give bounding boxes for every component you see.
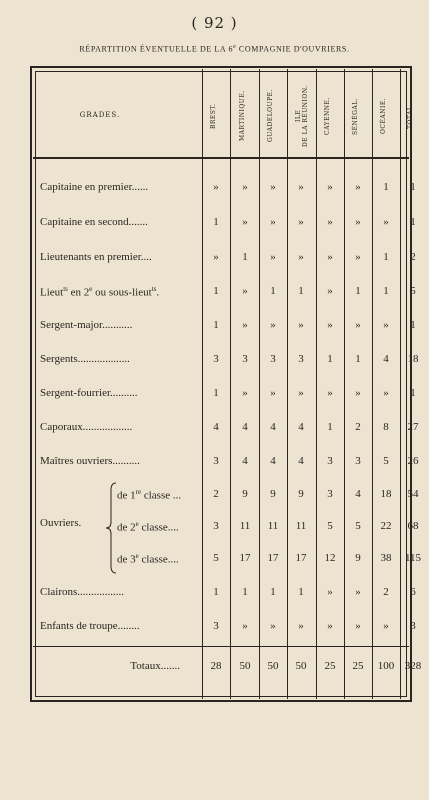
table-cell: » [242,387,248,399]
table-cell: » [270,251,276,263]
table-cell: 1 [383,251,389,263]
heading-main: RÉPARTITION ÉVENTUELLE DE LA 6 [79,44,234,54]
table-cell: 54 [407,488,419,500]
total-cell: 50 [295,660,307,672]
table-cell: 17 [295,552,307,564]
column-header: CAYENNE. [324,97,331,135]
table-cell: 1 [355,285,361,297]
table-cell: » [383,319,389,331]
table-cell: 3 [327,455,333,467]
table-cell: 1 [410,319,416,331]
table-cell: 4 [242,455,248,467]
row-label: de 1re classe ... [117,488,182,502]
table-cell: » [355,586,361,598]
row-label: Sergent-major........... [40,319,133,331]
table-cell: 11 [267,520,279,532]
column-header: ÎLE DE LA RÉUNION. [295,85,309,147]
table-cell: 3 [213,620,219,632]
total-cell: 28 [210,660,222,672]
table-cell: 4 [383,353,389,365]
column-header: MARTINIQUE. [239,90,246,142]
table-cell: » [242,319,248,331]
column-divider [400,69,401,699]
table-cell: 1 [383,181,389,193]
table-cell: 1 [213,387,219,399]
table-cell: 1 [298,285,304,297]
table-cell: » [270,181,276,193]
table-cell: 5 [327,520,333,532]
ouvriers-brace [105,482,117,574]
column-header: TOTAL. [407,103,414,129]
table-cell: 9 [270,488,276,500]
heading-superscript: e [233,44,237,50]
table-cell: 1 [410,181,416,193]
column-header: GUADELOUPE. [267,89,274,143]
table-cell: 4 [355,488,361,500]
table-cell: » [355,319,361,331]
table-cell: » [242,181,248,193]
table-inner-border [35,71,407,697]
table-cell: 1 [270,586,276,598]
row-label: Capitaine en premier...... [40,181,149,193]
column-header: OCÉANIE. [380,97,387,135]
table-cell: » [383,216,389,228]
table-cell: 1 [213,216,219,228]
table-cell: 2 [383,586,389,598]
table-cell: 2 [355,421,361,433]
table-cell: » [298,620,304,632]
row-label: Capitaine en second....... [40,216,148,228]
total-cell: 25 [352,660,364,672]
totals-label: Totaux....... [130,660,180,672]
table-cell: 9 [355,552,361,564]
row-label: Lieut$^{ts}$ en 2e ou sous-lieut$^{ts}$. [40,285,160,299]
grades-header: GRADES. [79,111,121,119]
table-cell: » [355,251,361,263]
table-cell: 1 [298,586,304,598]
table-cell: 2 [410,251,416,263]
table-cell: 38 [380,552,392,564]
table-cell: » [298,181,304,193]
table-cell: 1 [355,353,361,365]
table-cell: » [270,319,276,331]
table-cell: » [327,181,333,193]
column-divider [287,69,288,699]
row-label: Enfants de troupe........ [40,620,140,632]
table-cell: 11 [295,520,307,532]
table-cell: » [327,586,333,598]
table-cell: 68 [407,520,419,532]
table-cell: 1 [327,421,333,433]
table-cell: » [298,387,304,399]
table-frame [30,66,412,702]
table-cell: 6 [410,586,416,598]
page-heading [0,44,429,54]
table-cell: » [327,620,333,632]
table-cell: » [242,285,248,297]
table-cell: 5 [213,552,219,564]
table-cell: 1 [270,285,276,297]
table-cell: 3 [355,455,361,467]
table-cell: 2 [213,488,219,500]
table-cell: 5 [410,285,416,297]
table-cell: 9 [298,488,304,500]
ouvriers-label: Ouvriers. [40,517,82,529]
table-cell: 1 [410,216,416,228]
table-cell: 18 [380,488,392,500]
table-cell: 1 [410,387,416,399]
heading-rest: COMPAGNIE D'OUVRIERS. [236,44,350,54]
table-cell: » [327,319,333,331]
table-cell: 4 [298,455,304,467]
table-cell: 3 [213,353,219,365]
table-cell: 4 [270,421,276,433]
table-cell: » [270,387,276,399]
column-divider [230,69,231,699]
table-cell: 17 [239,552,251,564]
table-cell: 22 [380,520,392,532]
table-cell: 4 [298,421,304,433]
table-cell: 4 [213,421,219,433]
totals-divider [33,646,409,647]
row-label: Clairons................. [40,586,125,598]
table-cell: 5 [355,520,361,532]
column-header: SÉNÉGAL. [352,97,359,135]
table-cell: 1 [242,586,248,598]
table-cell: » [298,216,304,228]
table-cell: 9 [242,488,248,500]
table-cell: 5 [383,455,389,467]
table-cell: 3 [270,353,276,365]
row-label: Sergent-fourrier.......... [40,387,138,399]
table-cell: 26 [407,455,419,467]
table-cell: » [213,251,219,263]
row-label: de 3e classe.... [117,552,179,566]
table-cell: 11 [239,520,251,532]
table-cell: 3 [410,620,416,632]
table-cell: 1 [327,353,333,365]
table-cell: » [327,285,333,297]
table-cell: » [298,251,304,263]
column-divider [259,69,260,699]
table-cell: 1 [213,586,219,598]
table-cell: 115 [404,552,422,564]
table-cell: 1 [383,285,389,297]
table-cell: » [242,216,248,228]
table-cell: 12 [324,552,336,564]
table-cell: 1 [242,251,248,263]
table-cell: 4 [270,455,276,467]
table-cell: 3 [298,353,304,365]
total-cell: 50 [267,660,279,672]
table-cell: » [298,319,304,331]
table-cell: » [327,216,333,228]
table-cell: 3 [213,520,219,532]
table-cell: » [355,620,361,632]
column-divider [344,69,345,699]
table-cell: 1 [213,285,219,297]
total-cell: 100 [377,660,395,672]
row-label: Lieutenants en premier.... [40,251,152,263]
table-cell: » [327,387,333,399]
table-cell: » [355,181,361,193]
table-cell: 3 [213,455,219,467]
header-divider [33,157,409,159]
table-cell: » [383,387,389,399]
page-number: ( 92 ) [191,14,238,32]
row-label: Caporaux.................. [40,421,133,433]
table-cell: » [213,181,219,193]
table-cell: 27 [407,421,419,433]
table-cell: » [270,620,276,632]
table-cell: 3 [327,488,333,500]
column-divider [202,69,203,699]
table-cell: » [242,620,248,632]
table-cell: 17 [267,552,279,564]
table-cell: » [270,216,276,228]
table-cell: 3 [242,353,248,365]
table-cell: » [327,251,333,263]
total-cell: 328 [404,660,422,672]
table-cell: 1 [213,319,219,331]
total-cell: 50 [239,660,251,672]
table-cell: » [383,620,389,632]
column-divider [372,69,373,699]
row-label: Maîtres ouvriers.......... [40,455,140,467]
table-cell: 18 [407,353,419,365]
table-cell: 4 [242,421,248,433]
row-label: Sergents................... [40,353,130,365]
column-divider [316,69,317,699]
table-cell: » [355,216,361,228]
column-header: BREST. [210,103,217,129]
total-cell: 25 [324,660,336,672]
row-label: de 2e classe.... [117,520,179,534]
table-cell: » [355,387,361,399]
table-cell: 8 [383,421,389,433]
